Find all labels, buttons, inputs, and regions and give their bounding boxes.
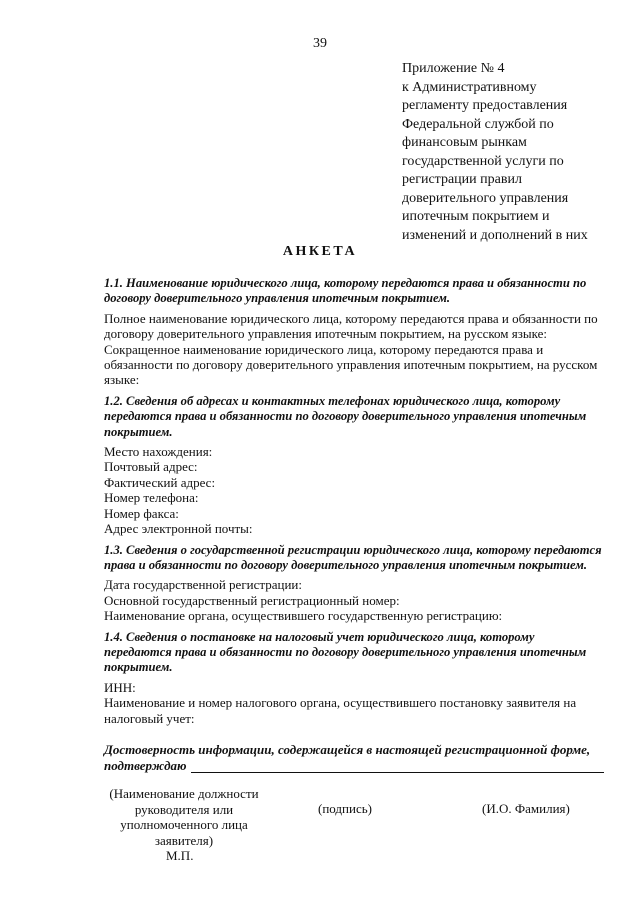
form-body (104, 276, 604, 732)
signature-label: (подпись) (318, 801, 372, 816)
appendix-line: Федеральной службой по (402, 116, 554, 132)
field-email: Адрес электронной почты: (104, 521, 253, 537)
section-heading: 1.2. Сведения об адресах и контактных телефонах юридического лица, которому передаются права и обязанности по договору доверительного управления ипотечным покрытием. (104, 393, 587, 439)
confirm-word: подтверждаю (104, 757, 187, 773)
section-heading: 1.4. Сведения о постановке на налоговый учет юридического лица, которому передаются права и обязанности по договору доверительного управления ипотечным покрытием. (104, 629, 587, 675)
appendix-line: к Административному (402, 79, 537, 95)
field-inn: ИНН: (104, 679, 136, 695)
field-actual-address: Фактический адрес: (104, 474, 216, 490)
section-1-4 (104, 630, 604, 726)
appendix-header (402, 60, 634, 245)
section-1-3 (104, 543, 604, 624)
confirmation-statement (104, 742, 604, 773)
field-full-name: Полное наименование юридического лица, которому передаются права и обязанности по договору доверительного управления ипотечным покрытием, на русском языке: (104, 310, 598, 342)
field-registering-authority: Наименование органа, осуществившего государственную регистрацию: (104, 608, 503, 624)
field-postal-address: Почтовый адрес: (104, 459, 198, 475)
appendix-line: финансовым рынкам (402, 135, 527, 150)
appendix-line: доверительного управления (402, 190, 569, 206)
field-registration-date: Дата государственной регистрации: (104, 577, 302, 593)
appendix-line: ипотечным покрытием и (402, 209, 550, 224)
position-line: заявителя) (154, 832, 214, 848)
page-number: 39 (313, 36, 327, 51)
confirmation-line: Достоверность информации, содержащейся в настоящей регистрационной форме, (104, 742, 591, 757)
name-label: (И.О. Фамилия) (482, 801, 570, 816)
field-tax-authority: Наименование и номер налогового органа, осуществившего постановку заявителя на налоговый учет: (104, 695, 577, 726)
field-location: Место нахождения: (104, 444, 213, 460)
form-title: АНКЕТА (282, 244, 358, 259)
appendix-line: регламенту предоставления (402, 98, 568, 113)
position-line: (Наименование должности (109, 786, 259, 801)
confirmation-line (104, 758, 604, 774)
appendix-line: государственной услуги по (402, 153, 564, 169)
signature-underline (191, 759, 604, 773)
field-phone: Номер телефона: (104, 490, 199, 506)
appendix-line: Приложение № 4 (402, 61, 505, 76)
section-1-1 (104, 276, 604, 388)
appendix-line: регистрации правил (402, 172, 522, 187)
section-heading: 1.3. Сведения о государственной регистрации юридического лица, которому передаются права и обязанности по договору доверительного управления ипотечным покрытием. (104, 542, 602, 572)
stamp-label: М.П. (166, 848, 194, 863)
field-ogrn: Основной государственный регистрационный номер: (104, 592, 400, 608)
position-label (104, 786, 264, 848)
position-line: руководителя или (134, 801, 234, 817)
section-heading: 1.1. Наименование юридического лица, которому передаются права и обязанности по договору доверительного управления ипотечным покрытием. (104, 276, 587, 306)
appendix-line: изменений и дополнений в них (402, 227, 588, 243)
field-fax: Номер факса: (104, 505, 179, 521)
position-line: уполномоченного лица (120, 817, 248, 832)
section-1-2 (104, 394, 604, 537)
field-short-name: Сокращенное наименование юридического лица, которому передаются права и обязанности по договору доверительного управления ипотечным покрытием, на русском языке: (104, 341, 598, 388)
